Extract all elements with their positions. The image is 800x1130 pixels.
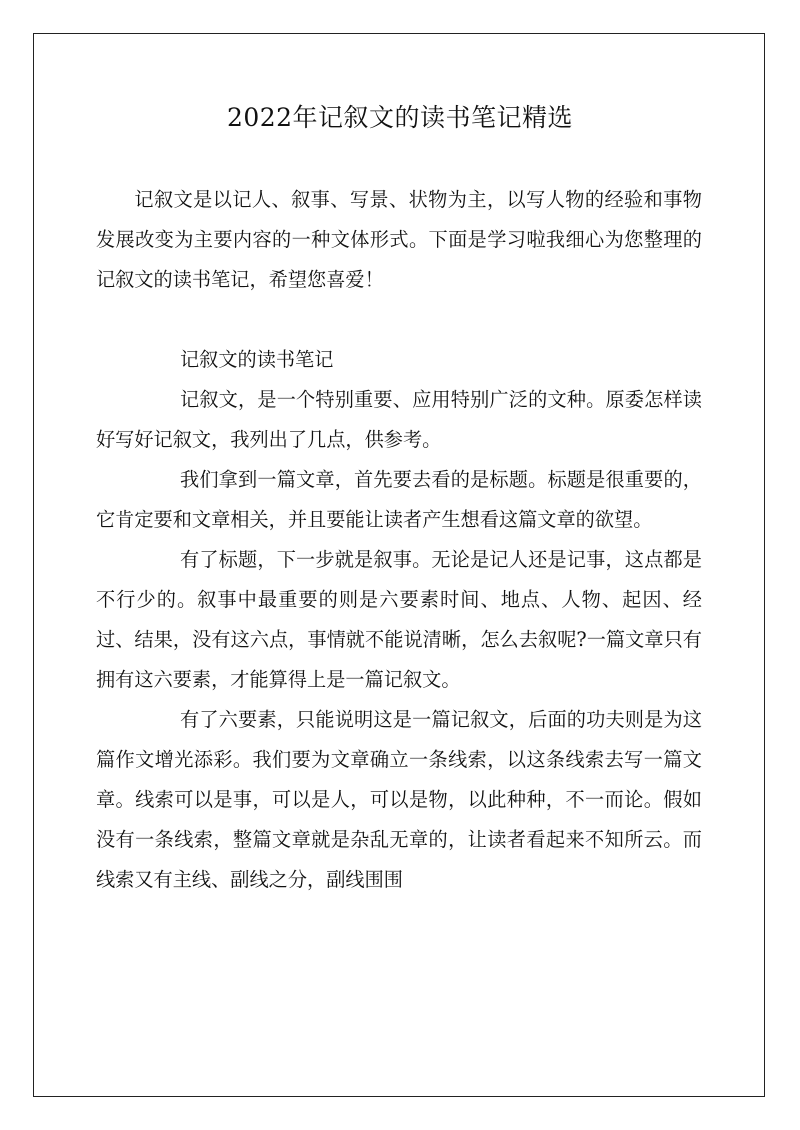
body-paragraph-3: 有了标题，下一步就是叙事。无论是记人还是记事，这点都是不行少的。叙事中最重要的则是六要素时间、地点、人物、起因、经过、结果，没有这六点，事情就不能说清晰，怎么去叙呢?一篇文章只有拥有这六要素，才能算得上是一篇记叙文。 — [96, 548, 702, 691]
document-title: 2022年记叙文的读书笔记精选 — [226, 103, 574, 132]
body-paragraph-4: 有了六要素，只能说明这是一篇记叙文，后面的功夫则是为这篇作文增光添彩。我们要为文章确立一条线索，以这条线索去写一篇文章。线索可以是事，可以是人，可以是物，以此种种，不一而论。假如没有一条线索，整篇文章就是杂乱无章的，让读者看起来不知所云。而线索又有主线、副线之分，副线围围 — [96, 708, 702, 891]
section-heading: 记叙文的读书笔记 — [180, 348, 334, 371]
body-paragraph-2: 我们拿到一篇文章，首先要去看的是标题。标题是很重要的，它肯定要和文章相关，并且要能让读者产生想看这篇文章的欲望。 — [96, 468, 702, 531]
intro-paragraph: 记叙文是以记人、叙事、写景、状物为主，以写人物的经验和事物发展改变为主要内容的一种文体形式。下面是学习啦我细心为您整理的记叙文的读书笔记，希望您喜爱！ — [96, 188, 702, 291]
body-paragraph-1: 记叙文，是一个特别重要、应用特别广泛的文种。原委怎样读好写好记叙文，我列出了几点，供参考。 — [96, 388, 702, 451]
document-body — [96, 180, 702, 900]
